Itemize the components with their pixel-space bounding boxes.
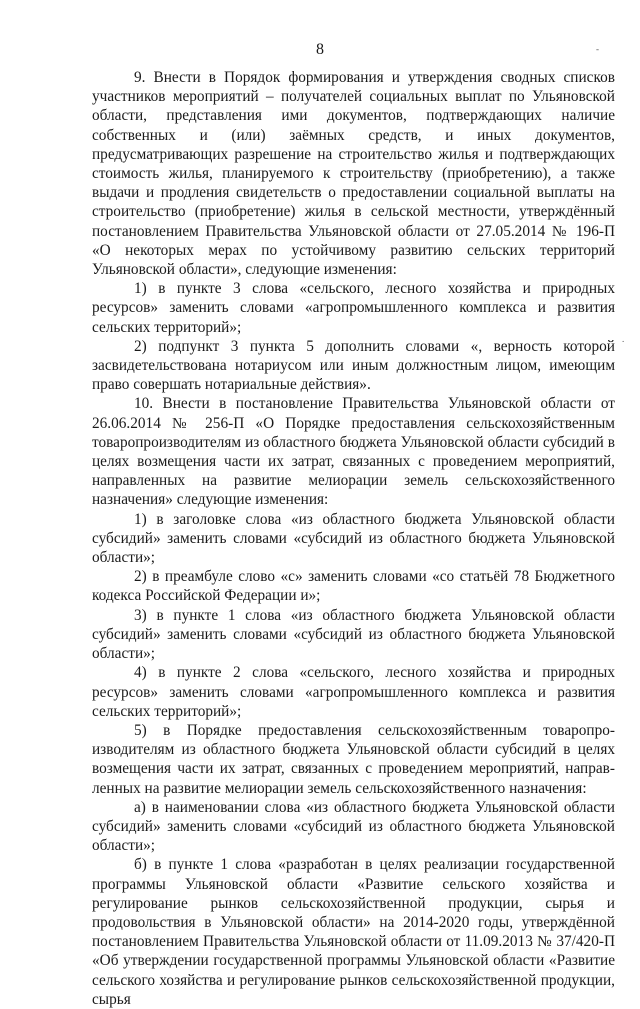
document-body: [92, 68, 615, 1009]
paragraph-subitem-9-2: 2) подпункт 3 пункта 5 дополнить словами «, верность которой засвидетельствована нотариусом или иным должностным лицом, имеющим право совершать нотариальные действия».: [92, 337, 615, 394]
page-number: 8: [316, 41, 324, 58]
paragraph-subitem-10-5-a: а) в наименовании слова «из областного бюджета Ульяновской области субсидий» заменить словами «субсидий из областного бюджета Ульяновской области»;: [92, 798, 615, 855]
paragraph-subitem-9-1: 1) в пункте 3 слова «сельского, лесного хозяйства и природных ресурсов» заменить словами «агропромышленного комплекса и развития сельских территорий»;: [92, 280, 615, 336]
paragraph-item-9: 9. Внести в Порядок формирования и утверждения сводных списков участников мероприятий – получателей социальных выплат по Ульяновской области, представления ими документов, подтверждающих наличие собственных и (или) заёмных средств, и иных документов, предусматривающих разрешение на строительство жилья и подтверждающих стоимость жилья, планируемого к строительству (приобретению), а также выдачи и продления свидетельств о предоставлении социальной выплаты на строительство (приобретение) жилья в сельской местности, утверждённый постановлением Правительства Ульяновской области от 27.05.2014 № 196-П «О некоторых мерах по устойчивому развитию сельских территорий Ульяновской области», следующие изменения:: [92, 69, 615, 279]
paragraph-item-10: 10. Внести в постановление Правительства Ульяновской области от 26.06.2014 № 256-П «О Порядке предоставления сельскохозяйственным товаропроизводителям из областного бюджета Ульяновской области субсидий в целях возмещения части их затрат, связанных с проведением мероприятий, направленных на развитие мелиорации земель сельскохозяйственного назначения» следующие изменения:: [92, 395, 615, 509]
paragraph-subitem-10-5: 5) в Порядке предоставления сельскохозяйственным товаропро-изводителям из областного бюджета Ульяновской области субсидий в целях возмещения части их затрат, связанных с проведением мероприятий, направ-ленных на развитие мелиорации земель сельскохозяйственного назначения:: [92, 721, 615, 797]
paragraph-subitem-10-3: 3) в пункте 1 слова «из областного бюджета Ульяновской области субсидий» заменить словами «субсидий из областного бюджета Ульяновской области»;: [92, 606, 615, 663]
scan-speck: -: [596, 44, 599, 54]
paragraph-subitem-10-5-b: б) в пункте 1 слова «разработан в целях реализации государственной программы Ульяновской области «Развитие сельского хозяйства и регулирование рынков сельскохозяйственной продукции, сырья и продовольствия в Ульяновской области» на 2014-2020 годы, утверждённой постановлением Правительства Ульяновской области от 11.09.2013 № 37/420-П «Об утверждении государственной программы Ульяновской области «Развитие сельского хозяйства и регулирование рынков сельскохозяйственной продукции, сырья: [92, 856, 615, 1008]
paragraph-subitem-10-1: 1) в заголовке слова «из областного бюджета Ульяновской области субсидий» заменить словами «субсидий из областного бюджета Ульяновской области»;: [92, 510, 615, 567]
paragraph-subitem-10-2: 2) в преамбуле слово «с» заменить словами «со статьёй 78 Бюджетного кодекса Российской Федерации и»;: [92, 568, 615, 605]
scan-speck: .: [622, 334, 625, 344]
paragraph-subitem-10-4: 4) в пункте 2 слова «сельского, лесного хозяйства и природных ресурсов» заменить словами «агропромышленного комплекса и развития сельских территорий»;: [92, 664, 615, 720]
